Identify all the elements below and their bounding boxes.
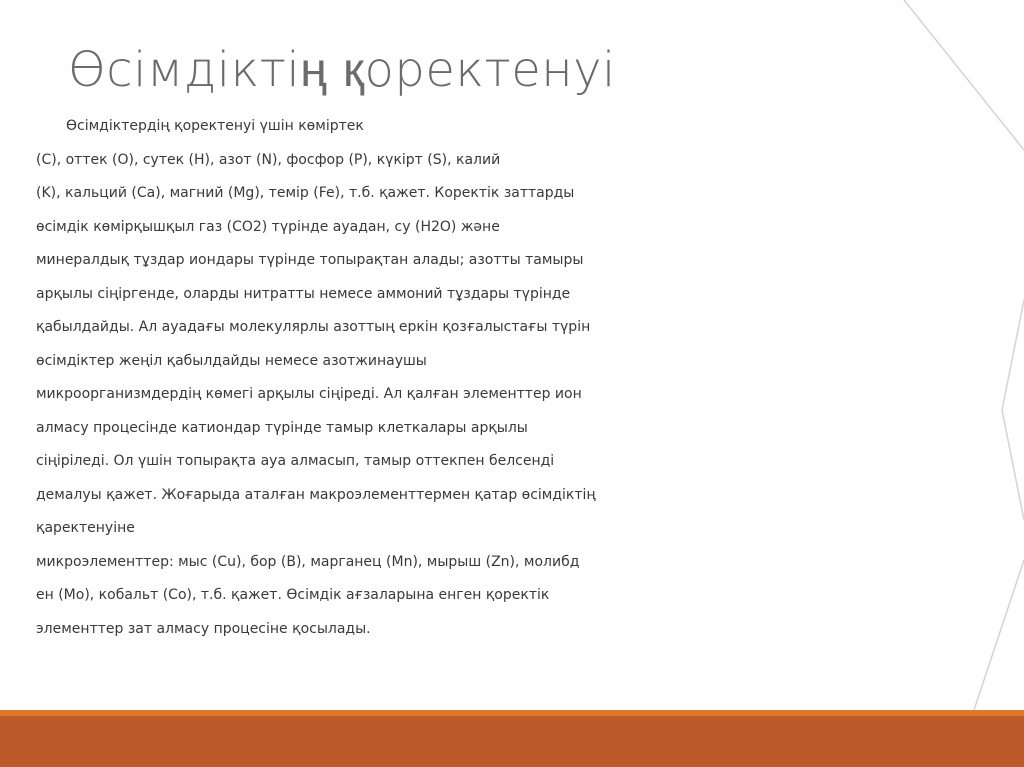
footer-band	[0, 716, 1024, 767]
text-line: минералдық тұздар иондары түрінде топырақтан алады; азотты тамыры	[36, 252, 584, 268]
text-line: Өсімдіктердің қоректенуі үшін көміртек	[66, 118, 364, 134]
slide-body-text	[36, 110, 1022, 646]
text-line: арқылы сіңіргенде, оларды нитратты немесе аммоний тұздары түрінде	[36, 285, 571, 302]
text-line: элементтер зат алмасу процесіне қосылады.	[36, 620, 371, 637]
text-line: микроэлементтер: мыс (Cu), бор (B), марганец (Mn), мырыш (Zn), молибд	[36, 553, 580, 570]
text-line: қабылдайды. Ал ауадағы молекулярлы азоттың еркін қозғалыстағы түрін	[36, 319, 591, 335]
text-line: микроорганизмдердің көмегі арқылы сіңіреді. Ал қалған элементтер ион	[36, 386, 582, 402]
text-line: өсімдік көмірқышқыл газ (CO2) түрінде ауадан, су (H2O) және	[36, 218, 500, 235]
text-line: қаректенуіне	[36, 520, 135, 536]
text-line: сіңіріледі. Ол үшін топырақта ауа алмасып, тамыр оттекпен белсенді	[36, 453, 555, 469]
text-line: өсімдіктер жеңіл қабылдайды немесе азотжинаушы	[36, 352, 427, 369]
text-line: (C), оттек (O), сутек (H), азот (N), фосфор (P), күкірт (S), калий	[36, 151, 501, 168]
text-line: ен (Mo), кобальт (Co), т.б. қажет. Өсімдік ағзаларына енген қоректік	[36, 587, 550, 603]
text-line: (K), кальций (Ca), магний (Mg), темір (Fe), т.б. қажет. Коректік заттарды	[36, 185, 575, 201]
text-line: демалуы қажет. Жоғарыда аталған макроэлементтермен қатар өсімдіктің	[36, 486, 596, 503]
text-line: алмасу процесінде катиондар түрінде тамыр клеткалары арқылы	[36, 419, 528, 436]
slide-title: Өсімдіктің қоректенуі	[68, 42, 616, 98]
